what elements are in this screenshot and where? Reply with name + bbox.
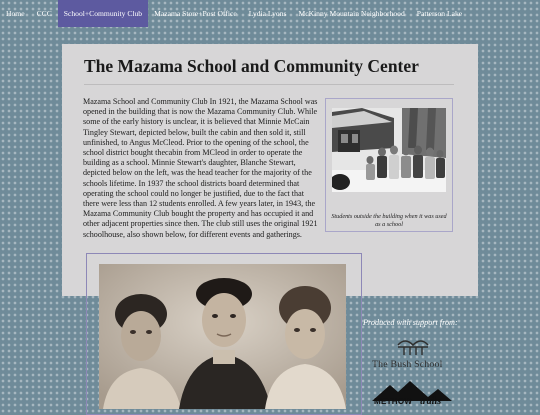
students-photo — [332, 108, 446, 192]
svg-text:METHOW: METHOW — [374, 397, 413, 405]
nav-lydia-lyons[interactable]: Lydia Lyons — [248, 9, 287, 18]
nav-school-community-club[interactable]: School+Community Club — [58, 0, 148, 27]
nav-mazama-store-post-office[interactable]: Mazama Store+Post Office — [154, 9, 237, 18]
title-divider — [84, 84, 454, 85]
bush-school-name: The Bush School — [372, 359, 443, 370]
methow-trails-logo — [372, 379, 462, 405]
figure-box — [325, 98, 453, 232]
nav-mckinny-mountain-neighborhood[interactable]: McKinny Mountain Neighborhood — [298, 9, 405, 18]
top-nav — [0, 0, 540, 27]
bush-school-logo-icon — [396, 336, 430, 356]
svg-text:trails: trails — [420, 396, 442, 405]
nav-home[interactable]: Home — [6, 9, 25, 18]
figure-caption: Students outside the building when it was used as a school — [331, 213, 447, 228]
page-title: The Mazama School and Community Center — [84, 56, 419, 76]
history-paragraph: Mazama School and Community Club In 1921, the Mazama School was opened in the building that is now the Mazama Community Club. While some of the early history is unclear, it is believed that Minnie McCain Tingley Stewart, depicted below, built the cabin and then sold it, still unfinished, to Angus McCleod. Prior to the opening of the school, the school district bought thecabin from MCleod in order to operate the building as a school. Minnie Stewart's daughter, Blanche Stewart, depicted below on the left, was the head teacher for the majority of the schools lifetime. In 1937 the school districts board determined that operating the school could no longer be justified, due to the fact that there were less than 12 students enrolled. A few years later, in 1943, the Mazama Community Club bought the property and has occupied it and other adjacent properties since then. The club still uses the original 1921 schoolhouse, also shown below, for different events and gatherings. — [83, 97, 318, 239]
nav-ccc[interactable]: CCC — [36, 9, 52, 18]
women-portrait-photo — [99, 264, 346, 409]
sponsor-heading: Produced with support from: — [363, 318, 458, 327]
nav-patterson-lake[interactable]: Patterson Lake — [416, 9, 463, 18]
